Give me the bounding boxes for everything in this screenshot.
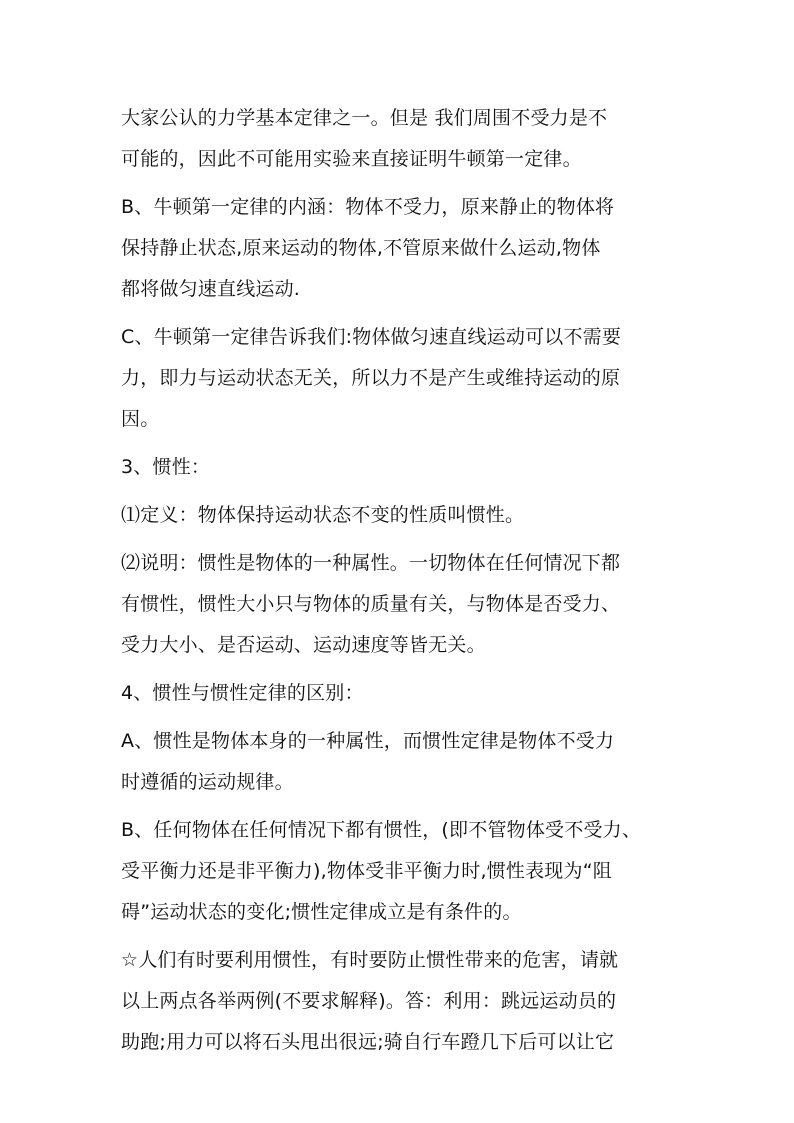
paragraph-line: B、牛顿第一定律的内涵：物体不受力，原来静止的物体将 <box>121 196 615 218</box>
paragraph-line: 保持静止状态,原来运动的物体,不管原来做什么运动,物体 <box>121 237 601 259</box>
paragraph-gap <box>121 666 691 673</box>
paragraph-line: 因。 <box>121 408 160 430</box>
paragraph-gap <box>121 933 691 940</box>
paragraph-line: 3、惯性： <box>121 456 211 478</box>
paragraph-line: ⑴定义：物体保持运动状态不变的性质叫惯性。 <box>121 504 525 526</box>
paragraph-line: 力，即力与运动状态无关，所以力不是产生或维持运动的原 <box>121 367 621 389</box>
paragraph-line: C、牛顿第一定律告诉我们:物体做匀速直线运动可以不需要 <box>121 326 622 348</box>
paragraph <box>121 721 691 803</box>
document-body <box>121 98 691 1063</box>
paragraph <box>121 495 691 536</box>
paragraph-line: 大家公认的力学基本定律之一。但是 我们周围不受力是不 <box>121 107 608 129</box>
paragraph-line: 助跑;用力可以将石头甩出很远;骑自行车蹬几下后可以让它 <box>121 1031 615 1053</box>
paragraph <box>121 187 691 310</box>
paragraph-line: 时遵循的运动规律。 <box>121 771 294 793</box>
paragraph-gap <box>121 536 691 543</box>
paragraph <box>121 447 691 488</box>
paragraph <box>121 810 691 933</box>
paragraph <box>121 940 691 1063</box>
paragraph-line: 受平衡力还是非平衡力),物体受非平衡力时,惯性表现为“阻 <box>121 860 612 882</box>
paragraph-line: B、任何物体在任何情况下都有惯性，(即不管物体受不受力、 <box>121 819 642 841</box>
paragraph <box>121 673 691 714</box>
paragraph-gap <box>121 488 691 495</box>
paragraph-gap <box>121 803 691 810</box>
paragraph <box>121 317 691 440</box>
paragraph-line: 可能的，因此不可能用实验来直接证明牛顿第一定律。 <box>121 148 582 170</box>
paragraph-line: 4、惯性与惯性定律的区别： <box>121 682 364 704</box>
paragraph-line: 有惯性，惯性大小只与物体的质量有关，与物体是否受力、 <box>121 593 621 615</box>
paragraph <box>121 543 691 666</box>
paragraph-gap <box>121 714 691 721</box>
paragraph-line: A、惯性是物体本身的一种属性，而惯性定律是物体不受力 <box>121 730 615 752</box>
paragraph-gap <box>121 180 691 187</box>
paragraph-line: ☆人们有时要利用惯性，有时要防止惯性带来的危害，请就 <box>121 949 619 971</box>
paragraph-line: 受力大小、是否运动、运动速度等皆无关。 <box>121 634 486 656</box>
paragraph-line: 碍”运动状态的变化;惯性定律成立是有条件的。 <box>121 901 522 923</box>
paragraph-line: 都将做匀速直线运动. <box>121 278 301 300</box>
paragraph-line: 以上两点各举两例(不要求解释)。答：利用：跳远运动员的 <box>121 990 617 1012</box>
paragraph-gap <box>121 440 691 447</box>
paragraph-gap <box>121 310 691 317</box>
paragraph <box>121 98 691 180</box>
paragraph-line: ⑵说明：惯性是物体的一种属性。一切物体在任何情况下都 <box>121 552 621 574</box>
